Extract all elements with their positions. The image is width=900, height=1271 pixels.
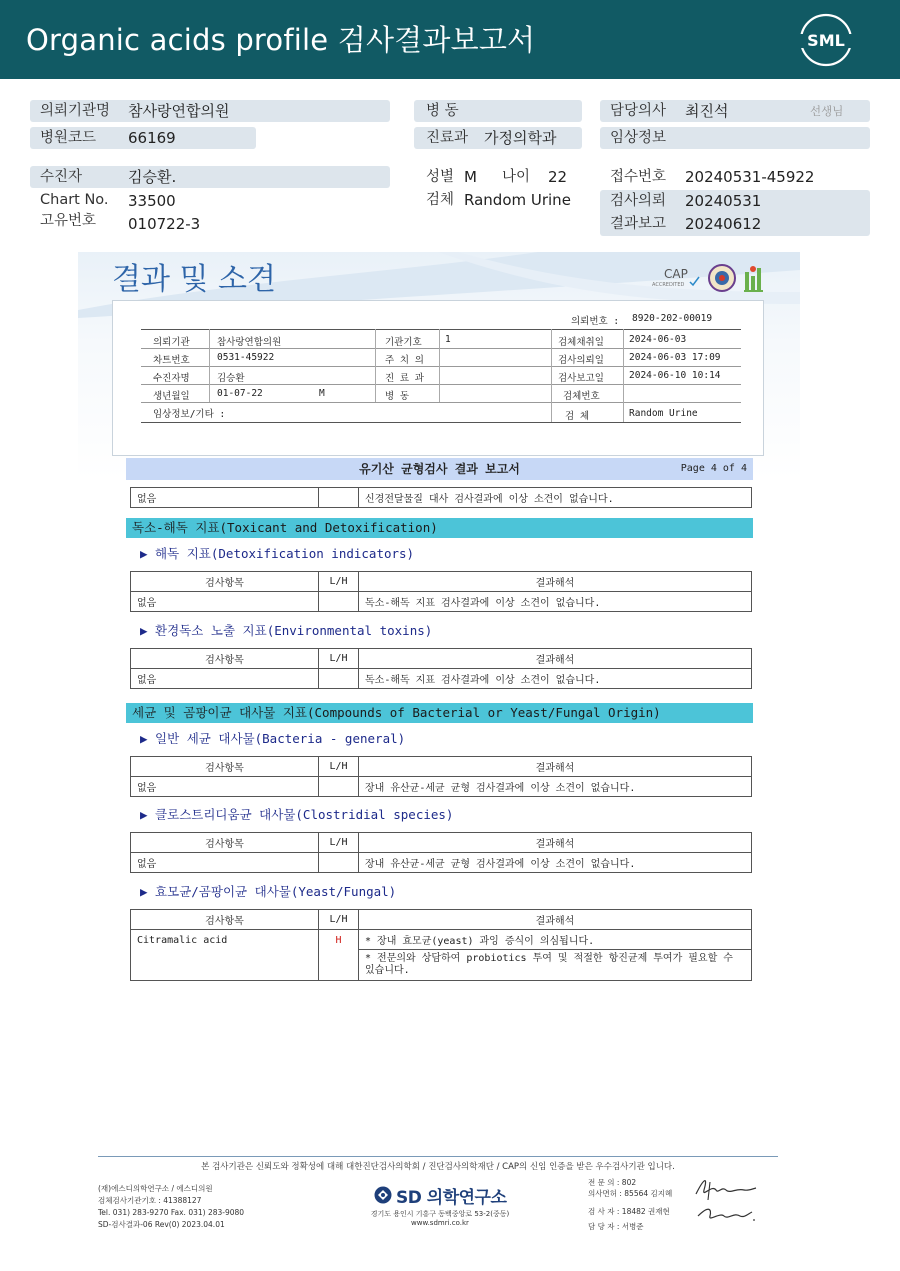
result-cell: 장내 유산균-세균 균형 검사결과에 이상 소견이 없습니다.: [359, 777, 752, 797]
info-label-chart: 차트번호: [153, 355, 190, 366]
clostridial-table: [130, 832, 752, 873]
age-value: 22: [548, 168, 568, 186]
info-label-physician: 주 치 의: [385, 355, 424, 366]
request-label: 검사의뢰: [610, 193, 667, 209]
info-label-clinical: 임상정보/기타 :: [153, 409, 226, 420]
subsection-yeast: ▶ 효모균/곰팡이균 대사물(Yeast/Fungal): [140, 884, 397, 899]
col-flag: L/H: [319, 572, 359, 592]
sd-logo-text: SD 의학연구소: [396, 1187, 507, 1208]
clinical-label: 임상정보: [610, 130, 667, 146]
section-bacterial: 세균 및 곰팡이균 대사물 지표(Compounds of Bacterial or Yeast/Fungal Origin): [126, 703, 753, 723]
col-result: 결과해석: [359, 833, 752, 853]
dept-value: 가정의학과: [484, 129, 557, 147]
request-info-box: [112, 300, 764, 456]
specimen-label: 검체: [426, 192, 455, 208]
table-header-row: [131, 757, 752, 777]
info-value-specimen: Random Urine: [629, 408, 698, 419]
col-flag: L/H: [319, 757, 359, 777]
manager-info: 담 당 자 : 서병준: [588, 1222, 644, 1231]
info-label-requested: 검사의뢰일: [558, 355, 604, 366]
col-flag: L/H: [319, 833, 359, 853]
hospital-code-label: 병원코드: [40, 130, 97, 146]
unique-label: 고유번호: [40, 213, 97, 229]
lab-phone: Tel. 031) 283-9270 Fax. 031) 283-9080: [98, 1208, 245, 1217]
cap-badge-text: CAP: [664, 267, 688, 281]
result-cell: 장내 유산균-세균 균형 검사결과에 이상 소견이 없습니다.: [359, 853, 752, 873]
results-title: 결과 및 소견: [112, 262, 276, 297]
accreditation-badges: [650, 262, 770, 294]
lab-name: (재)에스디의학연구소 / 에스디의원: [98, 1184, 213, 1193]
info-label-specimen: 검 체: [565, 411, 590, 422]
table-header-row: [131, 572, 752, 592]
sd-logo-icon: [374, 1186, 392, 1204]
lab-website: www.sdmri.co.kr: [411, 1219, 469, 1227]
detox-table: [130, 571, 752, 612]
lab-code: 검체검사기관기호 : 41388127: [98, 1196, 202, 1205]
sml-logo-text: SML: [807, 31, 845, 50]
sml-logo: [798, 12, 854, 68]
doc-revision: SD-검사결과-06 Rev(0) 2023.04.01: [98, 1220, 225, 1229]
report-section-title: 유기산 균형검사 결과 보고서: [359, 462, 520, 476]
age-label: 나이: [502, 169, 531, 185]
col-result: 결과해석: [359, 649, 752, 669]
col-flag: L/H: [319, 649, 359, 669]
result-cell: 독소-해독 지표 검사결과에 이상 소견이 없습니다.: [359, 592, 752, 612]
dept-label: 진료과: [426, 130, 469, 146]
bacteria-table: [130, 756, 752, 797]
table-row: [131, 592, 752, 612]
result-value: 20240612: [685, 215, 762, 233]
ward-label: 병 동: [426, 103, 459, 119]
result-cell: * 장내 효모균(yeast) 과잉 증식이 의심됩니다.: [359, 930, 752, 950]
tester-info: 검 사 자 : 18482 권재현: [588, 1207, 670, 1216]
col-flag: L/H: [319, 910, 359, 930]
result-cell: 신경전달물질 대사 검사결과에 이상 소견이 없습니다.: [359, 488, 752, 508]
chart-value: 33500: [128, 192, 176, 210]
report-section-header: [126, 458, 753, 480]
subsection-clostridial: ▶ 클로스트리디움균 대사물(Clostridial species): [140, 807, 454, 822]
info-value-code: 1: [445, 334, 451, 345]
item-cell: 없음: [131, 592, 319, 612]
patient-bar: [30, 166, 390, 188]
item-cell: 없음: [131, 777, 319, 797]
unique-value: 010722-3: [128, 215, 201, 233]
info-value-patient: 김승환: [217, 373, 245, 384]
doctor-suffix: 선생님: [810, 104, 844, 118]
table-header-row: [131, 910, 752, 930]
specialist-info: 전 문 의 : 802: [588, 1178, 637, 1187]
col-result: 결과해석: [359, 572, 752, 592]
result-cell: 독소-해독 지표 검사결과에 이상 소견이 없습니다.: [359, 669, 752, 689]
item-cell: Citramalic acid: [131, 930, 319, 981]
col-result: 결과해석: [359, 757, 752, 777]
section-toxicant: 독소-해독 지표(Toxicant and Detoxification): [126, 518, 753, 538]
request-value: 20240531: [685, 192, 762, 210]
info-label-patient: 수진자명: [153, 373, 190, 384]
flag-cell: [319, 853, 359, 873]
flag-cell: [319, 669, 359, 689]
seal-icon: [709, 265, 735, 291]
col-item: 검사항목: [131, 572, 319, 592]
neuro-result-table: [130, 487, 752, 508]
receipt-value: 20240531-45922: [685, 168, 815, 186]
license-info: 의사면허 : 85564 김지혜: [588, 1189, 673, 1198]
report-header: [0, 0, 900, 79]
info-label-institution: 의뢰기관: [153, 337, 190, 348]
table-row: [131, 488, 752, 508]
cap-badge: [652, 267, 699, 288]
chart-label: Chart No.: [40, 192, 109, 208]
flag-cell: [319, 592, 359, 612]
col-item: 검사항목: [131, 833, 319, 853]
result-label: 결과보고: [610, 216, 667, 232]
signature-image: [690, 1172, 760, 1232]
institution-value: 참사랑연합의원: [128, 102, 230, 120]
lab-address: 경기도 용인시 기흥구 동백중앙로 53-2(중동): [370, 1210, 510, 1218]
patient-label: 수진자: [40, 169, 83, 185]
info-value-sex: M: [319, 388, 325, 399]
flag-cell: [319, 488, 359, 508]
info-label-code: 기관기호: [385, 337, 422, 348]
info-label-collected: 검체채취일: [558, 337, 604, 348]
doctor-value: 최진석: [685, 102, 729, 120]
hospital-code-value: 66169: [128, 129, 176, 147]
info-value-reported: 2024-06-10 10:14: [629, 370, 721, 381]
subsection-environmental: ▶ 환경독소 노출 지표(Environmental toxins): [140, 623, 433, 638]
footer-divider: [98, 1156, 778, 1157]
info-value-chart: 0531-45922: [217, 352, 275, 363]
environmental-table: [130, 648, 752, 689]
info-value-institution: 참사랑연합의원: [217, 337, 282, 348]
info-label-dept: 진 료 과: [385, 373, 424, 384]
table-row: [131, 669, 752, 689]
request-no-label: 의뢰번호 :: [571, 316, 620, 327]
specimen-value: Random Urine: [464, 191, 571, 209]
institution-label: 의뢰기관명: [40, 103, 111, 119]
table-row: [131, 777, 752, 797]
info-value-requested: 2024-06-03 17:09: [629, 352, 721, 363]
table-header-row: [131, 649, 752, 669]
sex-value: M: [464, 168, 477, 186]
receipt-label: 접수번호: [610, 169, 667, 185]
page-indicator: Page 4 of 4: [680, 463, 747, 474]
lab-logo-icon: [744, 266, 763, 292]
report-title: Organic acids profile 검사결과보고서: [26, 23, 536, 57]
item-cell: 없음: [131, 669, 319, 689]
info-label-reported: 검사보고일: [558, 373, 604, 384]
table-header-row: [131, 833, 752, 853]
patient-value: 김승환.: [128, 168, 177, 186]
doctor-label: 담당의사: [610, 103, 667, 119]
subsection-bacteria-general: ▶ 일반 세균 대사물(Bacteria - general): [140, 731, 406, 746]
col-item: 검사항목: [131, 910, 319, 930]
item-cell: 없음: [131, 488, 319, 508]
item-cell: 없음: [131, 853, 319, 873]
flag-cell: [319, 777, 359, 797]
table-row: [131, 853, 752, 873]
info-label-ward: 병 동: [385, 391, 410, 402]
subsection-detox: ▶ 해독 지표(Detoxification indicators): [140, 546, 415, 561]
certification-note: 본 검사기관은 신뢰도와 정확성에 대해 대한진단검사의학회 / 진단검사의학재단 / CAP의 신임 인증을 받은 우수검사기관 입니다.: [201, 1162, 675, 1172]
info-value-dob: 01-07-22: [217, 388, 263, 399]
result-cell: * 전문의와 상담하여 probiotics 투여 및 적절한 항진균제 투여가 필요할 수 있습니다.: [359, 950, 752, 981]
request-no-value: 8920-202-00019: [632, 313, 713, 324]
col-item: 검사항목: [131, 649, 319, 669]
cap-badge-sub: ACCREDITED: [652, 282, 685, 288]
table-row: [131, 930, 752, 950]
col-result: 결과해석: [359, 910, 752, 930]
col-item: 검사항목: [131, 757, 319, 777]
info-label-dob: 생년월일: [153, 391, 190, 402]
flag-cell: H: [319, 930, 359, 981]
sd-lab-logo: [374, 1184, 506, 1206]
info-label-specimen-no: 검체번호: [563, 391, 600, 402]
yeast-table: [130, 909, 752, 981]
sex-label: 성별: [426, 169, 455, 185]
info-value-collected: 2024-06-03: [629, 334, 687, 345]
